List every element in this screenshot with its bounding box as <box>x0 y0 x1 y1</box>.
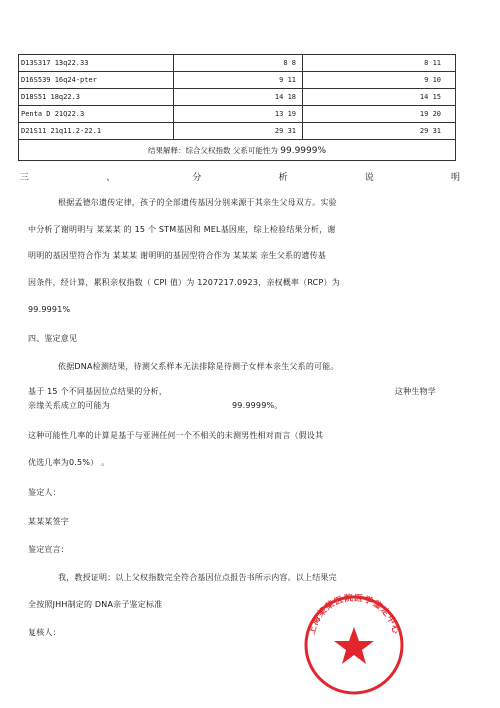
table-row <box>19 89 456 106</box>
conclusion-value: 99.9999% <box>280 145 327 156</box>
opinion-heading: 四、鉴定意见 <box>28 334 78 343</box>
table-row <box>19 55 456 72</box>
opinion-line-4: 这种可能性几率的计算是基于与亚洲任何一个不相关的未测男性相对而言（假设其 <box>28 431 324 440</box>
allele-pair: 29 31 <box>303 123 456 140</box>
opinion-line-5: 优选几率为0.5%） 。 <box>28 458 110 467</box>
conclusion-row <box>19 140 456 161</box>
locus-name: D21S11 21q11.2-22.1 <box>19 123 174 140</box>
locus-name: D18S51 18q22.3 <box>19 89 174 106</box>
allele-pair: 9 11 <box>174 72 303 89</box>
opinion-line-2a: 基于 15 个不同基因位点结果的分析， <box>28 387 168 396</box>
allele-pair: 9 10 <box>303 72 456 89</box>
section3-heading-char: 说 <box>364 173 374 183</box>
analysis-line-5: 99.9991% <box>28 305 71 314</box>
table-row <box>19 106 456 123</box>
analysis-line-4: 因条件，经计算，累积亲权指数（ CPI 值）为 1207217.0923，亲权概率（RCP）为 <box>28 278 340 287</box>
analysis-line-3: 明明的基因型符合作为 某某某 谢明明的基因型符合作为 某某某 亲生父系的遗传基 <box>28 251 326 260</box>
locus-name: D13S317 13q22.33 <box>19 55 174 72</box>
section3-heading-char: 分 <box>192 173 202 183</box>
seal-text: 上海某某医院医学鉴定中心 <box>307 593 401 636</box>
official-seal <box>302 593 406 697</box>
analysis-line-1: 根据孟德尔遗传定律，孩子的全部遗传基因分别来源于其亲生父母双方。实验 <box>58 198 337 207</box>
appraiser-label: 鉴定人： <box>28 488 61 497</box>
section3-heading-char: 明 <box>450 173 460 183</box>
conclusion-label: 结果解释：综合父权指数 父系可能性为 <box>147 145 278 155</box>
section3-heading-char: 析 <box>278 173 288 183</box>
appraiser-signature: 某某某签字 <box>28 517 69 526</box>
reviewer-label: 复核人： <box>28 628 61 637</box>
section3-heading <box>20 170 460 188</box>
allele-pair: 13 19 <box>174 106 303 123</box>
allele-pair: 19 20 <box>303 106 456 123</box>
locus-name: D16S539 16q24-pter <box>19 72 174 89</box>
allele-pair: 29 31 <box>174 123 303 140</box>
locus-name: Penta D 21Q22.3 <box>19 106 174 123</box>
opinion-line-3b: 99.9999%。 <box>232 401 283 410</box>
allele-pair: 8 11 <box>303 55 456 72</box>
allele-pair: 14 15 <box>303 89 456 106</box>
allele-pair: 8 8 <box>174 55 303 72</box>
table-row <box>19 123 456 140</box>
section3-heading-char: 、 <box>106 173 116 183</box>
analysis-line-2: 中分析了谢明明与 某某某 的 15 个 STM基因和 MEL基因座，综上检验结果分析，谢 <box>28 225 336 234</box>
opinion-line-3a: 亲缘关系成立的可能为 <box>28 401 110 410</box>
section3-heading-char: 三 <box>20 173 30 183</box>
locus-table <box>18 54 456 161</box>
declaration-line-2: 全按照JHH制定的 DNA亲子鉴定标准 <box>28 600 163 609</box>
declaration-line-1: 我，教授证明：以上父权指数完全符合基因位点报告书所示内容。以上结果完 <box>58 573 337 582</box>
seal-star-icon <box>334 627 374 664</box>
table-row <box>19 72 456 89</box>
opinion-line-2b: 这种生物学 <box>395 387 436 396</box>
declaration-label: 鉴定宣言： <box>28 545 69 554</box>
allele-pair: 14 18 <box>174 89 303 106</box>
opinion-line-1: 依据DNA检测结果，待测父系样本无法排除是待测子女样本亲生父系的可能。 <box>58 362 339 371</box>
